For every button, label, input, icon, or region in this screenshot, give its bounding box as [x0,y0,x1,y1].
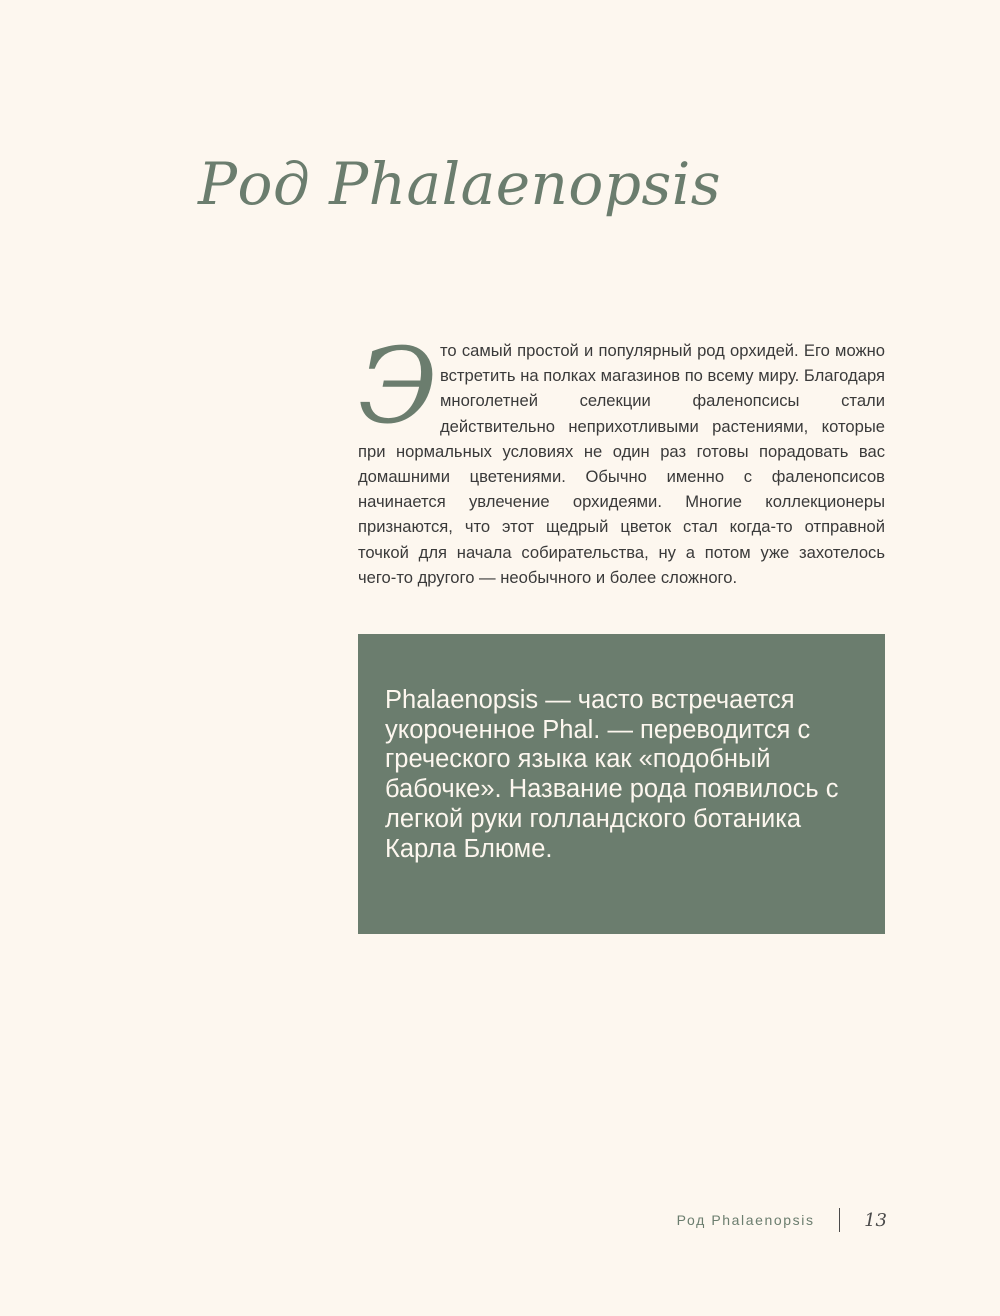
callout-box [358,634,885,934]
footer-divider [839,1208,841,1232]
body-paragraph [358,325,885,590]
page-footer [677,1205,887,1235]
body-text: то самый простой и популярный род орхидей. Его можно встретить на полках магазинов по всему миру. Благодаря многолетней селекции фаленопсисы стали действительно неприхотливыми растениями, которые при нормальных условиях не один раз готовы порадовать вас домашними цветениями. Обычно именно с фаленопсисов начинается увлечение орхидеями. Многие коллекционеры признаются, что этот щедрый цветок стал когда-то отправной точкой для начала собирательства, ну а потом уже захотелось чего-то другого — необычного и более сложного. [358,341,885,587]
callout-text: Phalaenopsis — часто встречается укороченное Phal. — переводится с греческого языка как «подобный бабочке». Название рода появилось с легкой руки голландского ботаника Карла Блюме. [385,686,839,863]
footer-section-title: Род Phalaenopsis [676,1212,815,1228]
page-title: Род Phalaenopsis [198,150,722,218]
page-number: 13 [864,1209,887,1231]
drop-cap: Э [358,325,438,447]
